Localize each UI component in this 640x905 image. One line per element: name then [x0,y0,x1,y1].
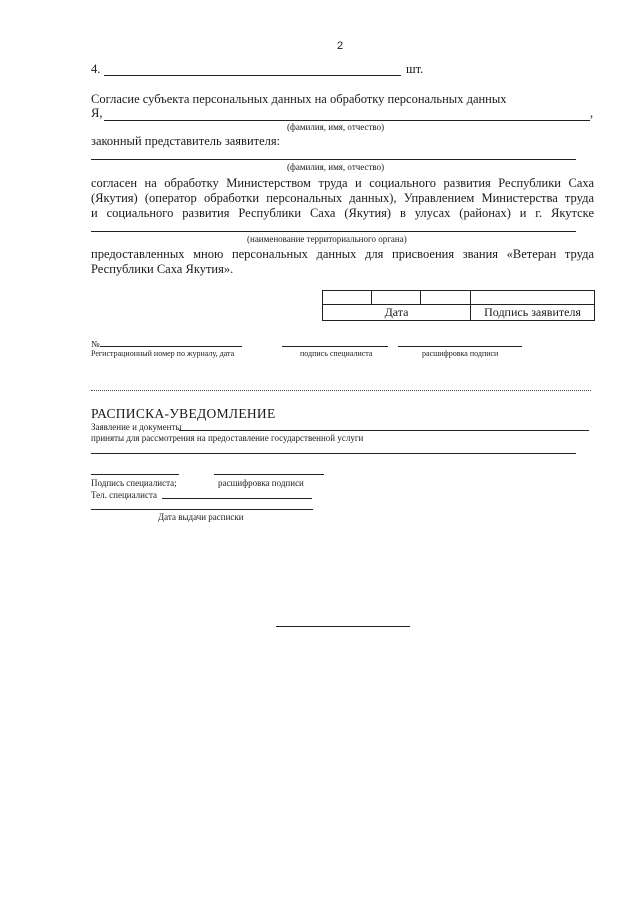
receipt-issue-date-line [91,509,313,510]
specialist-signature-caption: подпись специалиста [300,349,373,358]
date-cell-year [420,291,470,305]
signature-decoding-line [398,346,522,347]
receipt-signature-decoding-line [214,474,324,475]
representative-line [91,159,576,160]
receipt-specialist-phone: Тел. специалиста [91,490,157,500]
consent-heading: Согласие субъекта персональных данных на обработку персональных данных [91,92,507,106]
receipt-docs-label: Заявление и документы [91,422,182,432]
receipt-specialist-signature-line [91,474,179,475]
receipt-docs-line [179,430,589,431]
page-number: 2 [337,40,344,52]
item-4-prefix: 4. [91,62,101,76]
territorial-line [91,231,576,232]
date-cell-month [372,291,420,305]
registration-caption: Регистрационный номер по журналу, дата [91,349,235,358]
applicant-signature-label: Подпись заявителя [471,305,595,321]
cut-line [91,390,591,391]
receipt-signature-decoding: расшифровка подписи [218,478,304,488]
fio-caption-2: (фамилия, имя, отчество) [287,162,385,172]
receipt-specialist-signature: Подпись специалиста; [91,478,177,488]
item-4-blank-line [104,75,401,76]
consent-para2-line-1: предоставленных мною персональных данных для присвоения звания «Ветеран труда [91,247,594,261]
date-label: Дата [323,305,471,321]
end-separator [276,626,410,627]
consent-i-suffix: , [590,106,594,120]
receipt-phone-line [162,498,312,499]
consent-para-line-1: согласен на обработку Министерством труда и социального развития Республики Саха [91,176,594,190]
item-4-suffix: шт. [406,62,424,76]
fio-caption: (фамилия, имя, отчество) [287,122,385,132]
receipt-accepted-text: приняты для рассмотрения на предоставление государственной услуги [91,433,364,443]
consent-para2-line-2: Республики Саха Якутия». [91,262,234,276]
consent-i-prefix: Я, [91,106,103,120]
registration-number-line [100,346,242,347]
signature-decoding-caption: расшифровка подписи [422,349,499,358]
consent-para-line-3: и социального развития Республики Саха (Якутия) в улусах (районах) и г. Якутске [91,206,594,220]
representative-label: законный представитель заявителя: [91,134,281,148]
consent-para-line-2: (Якутия) (оператор обработки персональных данных), Управлением Министерства труда [91,191,594,205]
receipt-issue-date-caption: Дата выдачи расписки [158,512,244,522]
receipt-line [91,453,576,454]
receipt-title: РАСПИСКА-УВЕДОМЛЕНИЕ [91,406,276,421]
consent-fio-line [104,120,590,121]
date-cell-day [323,291,372,305]
signature-cell [471,291,595,305]
number-sign: № [91,339,100,349]
specialist-signature-line [282,346,388,347]
signature-table [322,290,595,321]
territorial-caption: (наименование территориального органа) [247,234,407,244]
